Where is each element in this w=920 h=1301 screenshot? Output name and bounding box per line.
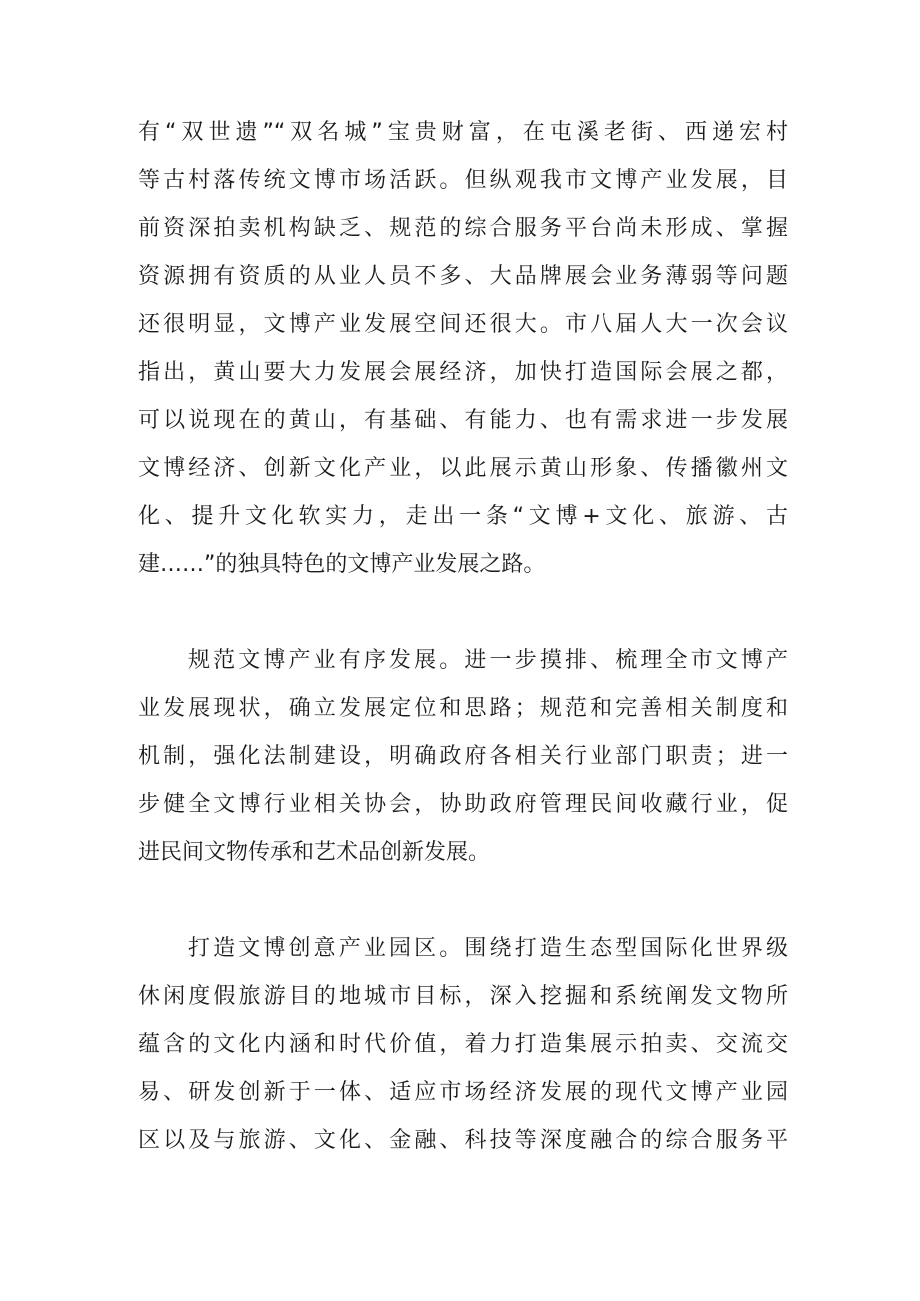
paragraph-3-line-4: 易、研发创新于一体、适应市场经济发展的现代文博产业园 — [138, 1080, 788, 1105]
paragraph-3-line-2: 休闲度假旅游目的地城市目标，深入挖掘和系统阐发文物所 — [138, 984, 788, 1009]
paragraph-1-line-8: 文博经济、创新文化产业，以此展示黄山形象、传播徽州文 — [138, 456, 788, 481]
paragraph-2-line-5: 进民间文物传承和艺术品创新发展。 — [138, 840, 491, 865]
paragraph-2-line-1: 规范文博产业有序发展。进一步摸排、梳理全市文博产 — [188, 648, 788, 673]
paragraph-1-line-7: 可以说现在的黄山，有基础、有能力、也有需求进一步发展 — [138, 408, 788, 433]
paragraph-1-line-6: 指出，黄山要大力发展会展经济，加快打造国际会展之都， — [138, 360, 788, 385]
paragraph-1-line-4: 资源拥有资质的从业人员不多、大品牌展会业务薄弱等问题 — [138, 264, 788, 289]
paragraph-2-line-2: 业发展现状，确立发展定位和思路；规范和完善相关制度和 — [138, 696, 788, 721]
paragraph-3-line-5: 区以及与旅游、文化、金融、科技等深度融合的综合服务平 — [138, 1128, 788, 1153]
paragraph-1-line-2: 等古村落传统文博市场活跃。但纵观我市文博产业发展，目 — [138, 168, 788, 193]
paragraph-1-line-1: 有“双世遗”“双名城”宝贵财富，在屯溪老街、西递宏村 — [138, 120, 788, 145]
paragraph-1-line-5: 还很明显，文博产业发展空间还很大。市八届人大一次会议 — [138, 312, 788, 337]
paragraph-1-line-10: 建……”的独具特色的文博产业发展之路。 — [138, 552, 546, 577]
paragraph-1-line-9: 化、提升文化软实力，走出一条“文博+文化、旅游、古 — [138, 504, 788, 529]
paragraph-3-line-1: 打造文博创意产业园区。围绕打造生态型国际化世界级 — [188, 936, 788, 961]
paragraph-2-line-3: 机制，强化法制建设，明确政府各相关行业部门职责；进一 — [138, 744, 788, 769]
paragraph-2-line-4: 步健全文博行业相关协会，协助政府管理民间收藏行业，促 — [138, 792, 788, 817]
paragraph-1-line-3: 前资深拍卖机构缺乏、规范的综合服务平台尚未形成、掌握 — [138, 216, 788, 241]
paragraph-3-line-3: 蕴含的文化内涵和时代价值，着力打造集展示拍卖、交流交 — [138, 1032, 788, 1057]
